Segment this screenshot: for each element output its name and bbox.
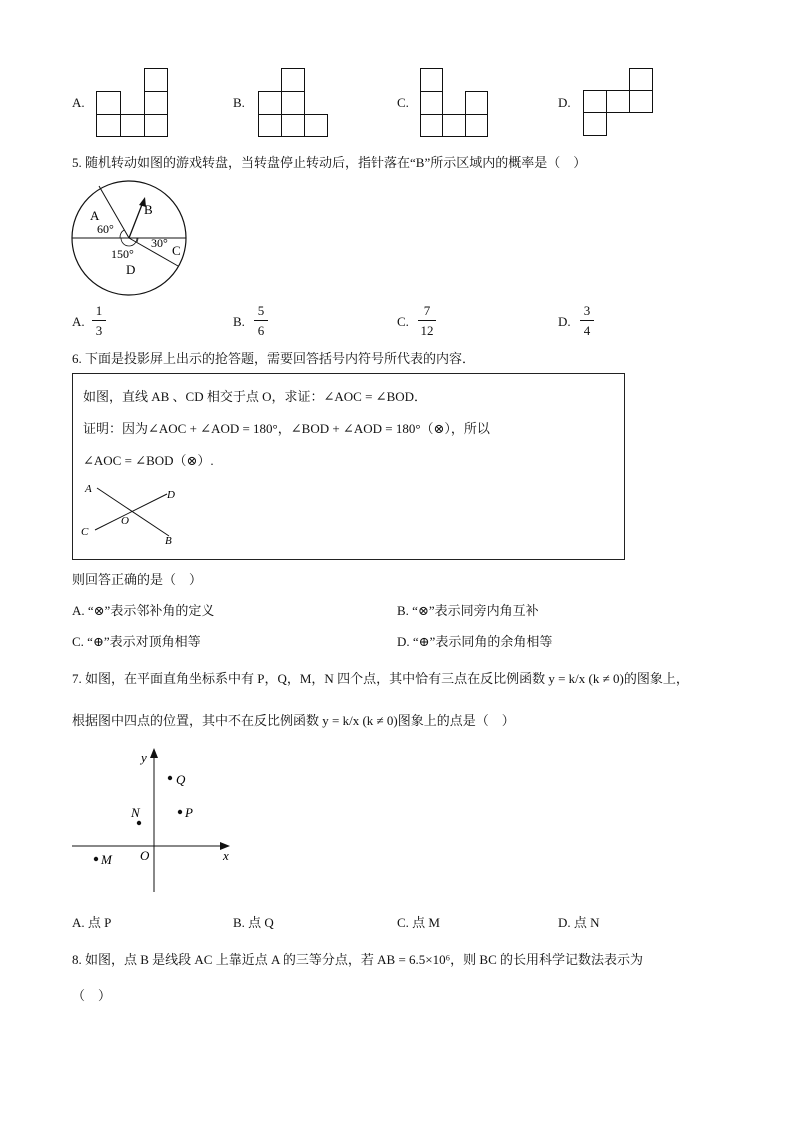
q7-option-b[interactable]: B. 点 Q xyxy=(233,915,274,930)
point-label-m: M xyxy=(101,852,112,867)
q5-option-d-label[interactable]: D. xyxy=(558,314,571,329)
q4-option-d-label[interactable]: D. xyxy=(558,95,571,110)
q6-box-line-3: ∠AOC = ∠BOD（⊗）. xyxy=(83,453,214,468)
q4-option-c-label[interactable]: C. xyxy=(397,95,409,110)
q4-option-b-label[interactable]: B. xyxy=(233,95,245,110)
fraction-denominator: 12 xyxy=(420,323,434,338)
fraction-numerator: 5 xyxy=(257,303,265,318)
axis-label-x: x xyxy=(223,848,229,863)
q7-stem-1-pre: 7. 如图，在平面直角坐标系中有 P，Q，M，N 四个点，其中恰有三点在反比例函数 xyxy=(72,671,549,686)
axis-label-y: y xyxy=(141,750,147,765)
q5-option-b-label[interactable]: B. xyxy=(233,314,245,329)
point-label-a: A xyxy=(85,483,92,495)
fraction-numerator: 1 xyxy=(95,303,103,318)
spinner-angle-c: 30° xyxy=(151,236,168,250)
q6-projection-box xyxy=(72,373,625,560)
q7-stem-2-post: 图象上的点是（ ） xyxy=(397,713,515,728)
spinner-label-c: C xyxy=(172,243,181,258)
point-label-b: B xyxy=(165,535,172,546)
q6-stem: 6. 下面是投影屏上出示的抢答题，需要回答括号内符号所代表的内容． xyxy=(72,351,476,366)
q4-option-a-figure xyxy=(96,66,170,138)
q6-option-d[interactable]: D. “⊕”表示同角的余角相等 xyxy=(397,634,553,649)
spinner-label-b: B xyxy=(144,202,153,217)
q6-option-c[interactable]: C. “⊕”表示对顶角相等 xyxy=(72,634,201,649)
q6-lines-figure xyxy=(79,480,189,546)
q8-blank: （ ） xyxy=(72,988,112,1003)
point-label-c: C xyxy=(81,526,89,538)
q5-option-c-label[interactable]: C. xyxy=(397,314,409,329)
q7-stem-2-pre: 根据图中四点的位置，其中不在反比例函数 xyxy=(72,713,323,728)
fraction-denominator: 4 xyxy=(583,323,591,338)
q4-option-c-figure xyxy=(420,68,490,138)
q7-stem-line-2 xyxy=(72,710,515,729)
q5-stem: 5. 随机转动如图的游戏转盘，当转盘停止转动后，指针落在“B”所示区域内的概率是（ ） xyxy=(72,155,587,170)
q4-option-d-figure xyxy=(583,68,655,138)
q5-spinner-figure xyxy=(66,180,196,300)
q7-coordinate-figure xyxy=(68,746,238,896)
spinner-label-a: A xyxy=(90,208,100,223)
point-label-p: P xyxy=(185,805,193,820)
fraction-numerator: 3 xyxy=(583,303,591,318)
q5-option-d-fraction xyxy=(580,302,594,339)
q6-box-line-1: 如图，直线 AB 、CD 相交于点 O，求证：∠AOC = ∠BOD． xyxy=(83,389,428,404)
spinner-label-d: D xyxy=(126,262,136,277)
q4-option-b-figure xyxy=(258,68,330,138)
q7-stem-line-1 xyxy=(72,668,689,687)
q6-option-b[interactable]: B. “⊗”表示同旁内角互补 xyxy=(397,603,539,618)
q6-box-line-2: 证明：因为∠AOC + ∠AOD = 180°，∠BOD + ∠AOD = 180°（⊗），所以 xyxy=(83,421,490,436)
q6-option-a[interactable]: A. “⊗”表示邻补角的定义 xyxy=(72,603,215,618)
q5-option-a-fraction xyxy=(92,302,106,339)
point-label-q: Q xyxy=(176,772,186,787)
q8-stem: 8. 如图，点 B 是线段 AC 上靠近点 A 的三等分点，若 AB = 6.5×10⁶，则 BC 的长用科学记数法表示为 xyxy=(72,952,643,967)
q6-ask: 则回答正确的是（ ） xyxy=(72,572,203,587)
q7-option-a[interactable]: A. 点 P xyxy=(72,915,112,930)
q7-function-2: y = k/x (k ≠ 0) xyxy=(322,713,398,728)
spinner-angle-a: 60° xyxy=(97,222,114,236)
point-label-o: O xyxy=(121,515,129,527)
q7-option-c[interactable]: C. 点 M xyxy=(397,915,440,930)
q7-stem-1-post: 的图象上， xyxy=(623,671,689,686)
point-label-n: N xyxy=(131,805,140,820)
fraction-denominator: 6 xyxy=(257,323,265,338)
q5-option-a-label[interactable]: A. xyxy=(72,314,85,329)
q5-option-b-fraction xyxy=(254,302,268,339)
q4-option-a-label[interactable]: A. xyxy=(72,95,85,110)
fraction-numerator: 7 xyxy=(423,303,431,318)
fraction-denominator: 3 xyxy=(95,323,103,338)
q5-option-c-fraction xyxy=(418,302,436,339)
q7-option-d[interactable]: D. 点 N xyxy=(558,915,600,930)
q7-function-1: y = k/x (k ≠ 0) xyxy=(548,671,624,686)
point-label-d: D xyxy=(167,489,175,501)
spinner-angle-d: 150° xyxy=(111,247,134,261)
origin-label: O xyxy=(140,848,150,863)
